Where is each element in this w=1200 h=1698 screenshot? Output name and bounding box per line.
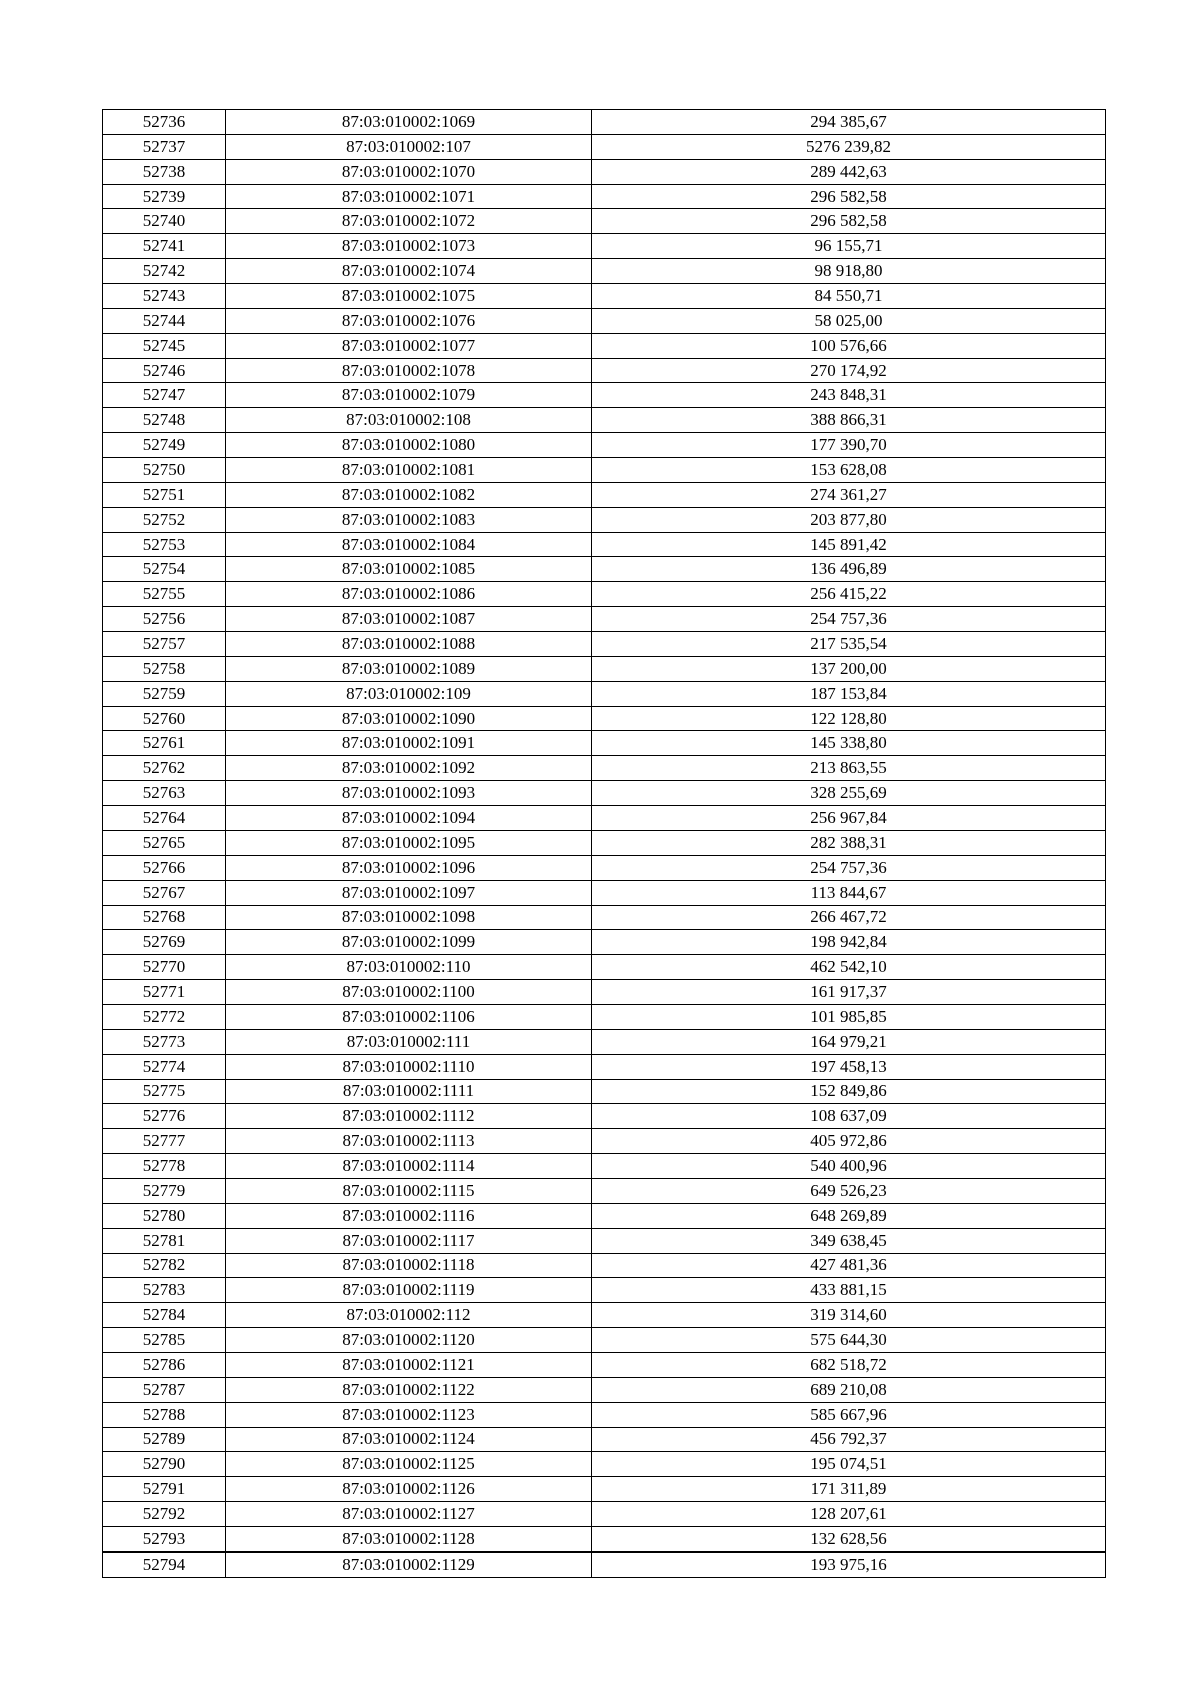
cadastral-number-cell: 87:03:010002:1084 (226, 532, 592, 557)
cadastral-number-cell: 87:03:010002:1096 (226, 855, 592, 880)
registry-table-body (103, 110, 1106, 1578)
cadastral-number-cell: 87:03:010002:1123 (226, 1402, 592, 1427)
row-number-cell: 52736 (103, 110, 226, 135)
value-cell: 96 155,71 (592, 234, 1106, 259)
row-number-cell: 52748 (103, 408, 226, 433)
table-row (103, 134, 1106, 159)
row-number-cell: 52794 (103, 1552, 226, 1577)
row-number-cell: 52750 (103, 458, 226, 483)
row-number-cell: 52740 (103, 209, 226, 234)
value-cell: 289 442,63 (592, 159, 1106, 184)
table-row (103, 930, 1106, 955)
value-cell: 405 972,86 (592, 1129, 1106, 1154)
table-row (103, 781, 1106, 806)
value-cell: 319 314,60 (592, 1303, 1106, 1328)
row-number-cell: 52783 (103, 1278, 226, 1303)
value-cell: 217 535,54 (592, 632, 1106, 657)
value-cell: 349 638,45 (592, 1228, 1106, 1253)
value-cell: 433 881,15 (592, 1278, 1106, 1303)
table-row (103, 507, 1106, 532)
row-number-cell: 52789 (103, 1427, 226, 1452)
table-row (103, 830, 1106, 855)
row-number-cell: 52791 (103, 1477, 226, 1502)
cadastral-number-cell: 87:03:010002:1087 (226, 607, 592, 632)
value-cell: 193 975,16 (592, 1552, 1106, 1577)
cadastral-number-cell: 87:03:010002:1077 (226, 333, 592, 358)
cadastral-number-cell: 87:03:010002:1092 (226, 756, 592, 781)
row-number-cell: 52787 (103, 1377, 226, 1402)
cadastral-number-cell: 87:03:010002:108 (226, 408, 592, 433)
value-cell: 128 207,61 (592, 1502, 1106, 1527)
table-row (103, 209, 1106, 234)
value-cell: 328 255,69 (592, 781, 1106, 806)
table-row (103, 358, 1106, 383)
value-cell: 164 979,21 (592, 1029, 1106, 1054)
value-cell: 203 877,80 (592, 507, 1106, 532)
cadastral-number-cell: 87:03:010002:107 (226, 134, 592, 159)
row-number-cell: 52742 (103, 259, 226, 284)
cadastral-number-cell: 87:03:010002:1113 (226, 1129, 592, 1154)
table-row (103, 1352, 1106, 1377)
value-cell: 213 863,55 (592, 756, 1106, 781)
cadastral-number-cell: 87:03:010002:1112 (226, 1104, 592, 1129)
cadastral-number-cell: 87:03:010002:111 (226, 1029, 592, 1054)
cadastral-number-cell: 87:03:010002:1090 (226, 706, 592, 731)
table-row (103, 1054, 1106, 1079)
table-row (103, 532, 1106, 557)
row-number-cell: 52739 (103, 184, 226, 209)
row-number-cell: 52778 (103, 1154, 226, 1179)
cadastral-number-cell: 87:03:010002:1075 (226, 284, 592, 309)
table-row (103, 408, 1106, 433)
row-number-cell: 52771 (103, 980, 226, 1005)
table-row (103, 482, 1106, 507)
row-number-cell: 52790 (103, 1452, 226, 1477)
value-cell: 122 128,80 (592, 706, 1106, 731)
cadastral-number-cell: 87:03:010002:1127 (226, 1502, 592, 1527)
row-number-cell: 52767 (103, 880, 226, 905)
value-cell: 171 311,89 (592, 1477, 1106, 1502)
cadastral-number-cell: 87:03:010002:1119 (226, 1278, 592, 1303)
cadastral-number-cell: 87:03:010002:1093 (226, 781, 592, 806)
row-number-cell: 52770 (103, 955, 226, 980)
row-number-cell: 52737 (103, 134, 226, 159)
cadastral-number-cell: 87:03:010002:1116 (226, 1203, 592, 1228)
table-row (103, 308, 1106, 333)
cadastral-number-cell: 87:03:010002:1091 (226, 731, 592, 756)
value-cell: 274 361,27 (592, 482, 1106, 507)
table-row (103, 1004, 1106, 1029)
cadastral-number-cell: 87:03:010002:110 (226, 955, 592, 980)
table-row (103, 1502, 1106, 1527)
value-cell: 427 481,36 (592, 1253, 1106, 1278)
table-row (103, 756, 1106, 781)
cadastral-number-cell: 87:03:010002:1085 (226, 557, 592, 582)
row-number-cell: 52776 (103, 1104, 226, 1129)
cadastral-number-cell: 87:03:010002:1099 (226, 930, 592, 955)
value-cell: 145 891,42 (592, 532, 1106, 557)
cadastral-number-cell: 87:03:010002:1076 (226, 308, 592, 333)
row-number-cell: 52755 (103, 582, 226, 607)
table-row (103, 383, 1106, 408)
value-cell: 689 210,08 (592, 1377, 1106, 1402)
table-row (103, 681, 1106, 706)
row-number-cell: 52774 (103, 1054, 226, 1079)
row-number-cell: 52779 (103, 1178, 226, 1203)
row-number-cell: 52782 (103, 1253, 226, 1278)
table-row (103, 1427, 1106, 1452)
table-row (103, 955, 1106, 980)
cadastral-number-cell: 87:03:010002:1080 (226, 433, 592, 458)
cadastral-number-cell: 87:03:010002:1111 (226, 1079, 592, 1104)
table-row (103, 905, 1106, 930)
table-row (103, 159, 1106, 184)
cadastral-number-cell: 87:03:010002:109 (226, 681, 592, 706)
cadastral-number-cell: 87:03:010002:1082 (226, 482, 592, 507)
row-number-cell: 52793 (103, 1526, 226, 1551)
row-number-cell: 52747 (103, 383, 226, 408)
row-number-cell: 52769 (103, 930, 226, 955)
row-number-cell: 52745 (103, 333, 226, 358)
cadastral-number-cell: 87:03:010002:1072 (226, 209, 592, 234)
value-cell: 152 849,86 (592, 1079, 1106, 1104)
value-cell: 282 388,31 (592, 830, 1106, 855)
table-row (103, 1104, 1106, 1129)
value-cell: 462 542,10 (592, 955, 1106, 980)
table-row (103, 1477, 1106, 1502)
row-number-cell: 52773 (103, 1029, 226, 1054)
table-row (103, 458, 1106, 483)
value-cell: 100 576,66 (592, 333, 1106, 358)
value-cell: 101 985,85 (592, 1004, 1106, 1029)
cadastral-number-cell: 87:03:010002:1124 (226, 1427, 592, 1452)
cadastral-number-cell: 87:03:010002:1129 (226, 1552, 592, 1577)
table-row (103, 706, 1106, 731)
value-cell: 266 467,72 (592, 905, 1106, 930)
value-cell: 296 582,58 (592, 209, 1106, 234)
cadastral-number-cell: 87:03:010002:1115 (226, 1178, 592, 1203)
table-row (103, 656, 1106, 681)
table-row (103, 259, 1106, 284)
value-cell: 256 967,84 (592, 806, 1106, 831)
row-number-cell: 52757 (103, 632, 226, 657)
row-number-cell: 52751 (103, 482, 226, 507)
value-cell: 132 628,56 (592, 1526, 1106, 1551)
table-row (103, 607, 1106, 632)
table-row (103, 1452, 1106, 1477)
table-row (103, 1377, 1106, 1402)
row-number-cell: 52775 (103, 1079, 226, 1104)
cadastral-number-cell: 87:03:010002:1083 (226, 507, 592, 532)
cadastral-number-cell: 87:03:010002:1094 (226, 806, 592, 831)
value-cell: 294 385,67 (592, 110, 1106, 135)
cadastral-number-cell: 87:03:010002:1121 (226, 1352, 592, 1377)
row-number-cell: 52785 (103, 1328, 226, 1353)
row-number-cell: 52746 (103, 358, 226, 383)
cadastral-number-cell: 87:03:010002:1071 (226, 184, 592, 209)
table-row (103, 1029, 1106, 1054)
row-number-cell: 52768 (103, 905, 226, 930)
table-row (103, 333, 1106, 358)
value-cell: 198 942,84 (592, 930, 1106, 955)
cadastral-number-cell: 87:03:010002:1069 (226, 110, 592, 135)
registry-table (102, 109, 1106, 1578)
value-cell: 136 496,89 (592, 557, 1106, 582)
value-cell: 145 338,80 (592, 731, 1106, 756)
cadastral-number-cell: 87:03:010002:1100 (226, 980, 592, 1005)
row-number-cell: 52788 (103, 1402, 226, 1427)
row-number-cell: 52786 (103, 1352, 226, 1377)
row-number-cell: 52752 (103, 507, 226, 532)
table-row (103, 557, 1106, 582)
cadastral-number-cell: 87:03:010002:1114 (226, 1154, 592, 1179)
cadastral-number-cell: 87:03:010002:1074 (226, 259, 592, 284)
cadastral-number-cell: 87:03:010002:1120 (226, 1328, 592, 1353)
value-cell: 187 153,84 (592, 681, 1106, 706)
value-cell: 161 917,37 (592, 980, 1106, 1005)
table-row (103, 731, 1106, 756)
row-number-cell: 52741 (103, 234, 226, 259)
cadastral-number-cell: 87:03:010002:1126 (226, 1477, 592, 1502)
table-row (103, 1278, 1106, 1303)
table-row (103, 1228, 1106, 1253)
table-row (103, 433, 1106, 458)
table-row (103, 880, 1106, 905)
row-number-cell: 52780 (103, 1203, 226, 1228)
value-cell: 58 025,00 (592, 308, 1106, 333)
value-cell: 98 918,80 (592, 259, 1106, 284)
cadastral-number-cell: 87:03:010002:1128 (226, 1526, 592, 1551)
table-row (103, 284, 1106, 309)
row-number-cell: 52744 (103, 308, 226, 333)
row-number-cell: 52753 (103, 532, 226, 557)
table-row (103, 110, 1106, 135)
value-cell: 456 792,37 (592, 1427, 1106, 1452)
table-row (103, 1129, 1106, 1154)
table-row (103, 1203, 1106, 1228)
cadastral-number-cell: 87:03:010002:1070 (226, 159, 592, 184)
value-cell: 243 848,31 (592, 383, 1106, 408)
table-row (103, 1402, 1106, 1427)
table-row (103, 582, 1106, 607)
cadastral-number-cell: 87:03:010002:1117 (226, 1228, 592, 1253)
table-row (103, 1154, 1106, 1179)
row-number-cell: 52765 (103, 830, 226, 855)
table-row (103, 234, 1106, 259)
value-cell: 296 582,58 (592, 184, 1106, 209)
cadastral-number-cell: 87:03:010002:1079 (226, 383, 592, 408)
row-number-cell: 52784 (103, 1303, 226, 1328)
row-number-cell: 52749 (103, 433, 226, 458)
value-cell: 540 400,96 (592, 1154, 1106, 1179)
value-cell: 682 518,72 (592, 1352, 1106, 1377)
cadastral-number-cell: 87:03:010002:1095 (226, 830, 592, 855)
table-row (103, 980, 1106, 1005)
value-cell: 108 637,09 (592, 1104, 1106, 1129)
cadastral-number-cell: 87:03:010002:1088 (226, 632, 592, 657)
table-row (103, 806, 1106, 831)
cadastral-number-cell: 87:03:010002:1122 (226, 1377, 592, 1402)
row-number-cell: 52761 (103, 731, 226, 756)
table-row (103, 1178, 1106, 1203)
value-cell: 153 628,08 (592, 458, 1106, 483)
row-number-cell: 52766 (103, 855, 226, 880)
value-cell: 256 415,22 (592, 582, 1106, 607)
cadastral-number-cell: 87:03:010002:1125 (226, 1452, 592, 1477)
row-number-cell: 52743 (103, 284, 226, 309)
row-number-cell: 52738 (103, 159, 226, 184)
row-number-cell: 52764 (103, 806, 226, 831)
table-row (103, 1079, 1106, 1104)
row-number-cell: 52758 (103, 656, 226, 681)
value-cell: 270 174,92 (592, 358, 1106, 383)
value-cell: 195 074,51 (592, 1452, 1106, 1477)
cadastral-number-cell: 87:03:010002:1106 (226, 1004, 592, 1029)
cadastral-number-cell: 87:03:010002:1118 (226, 1253, 592, 1278)
value-cell: 137 200,00 (592, 656, 1106, 681)
value-cell: 254 757,36 (592, 855, 1106, 880)
value-cell: 388 866,31 (592, 408, 1106, 433)
row-number-cell: 52781 (103, 1228, 226, 1253)
cadastral-number-cell: 87:03:010002:1078 (226, 358, 592, 383)
table-row (103, 632, 1106, 657)
row-number-cell: 52792 (103, 1502, 226, 1527)
value-cell: 113 844,67 (592, 880, 1106, 905)
cadastral-number-cell: 87:03:010002:1098 (226, 905, 592, 930)
table-row (103, 1253, 1106, 1278)
value-cell: 649 526,23 (592, 1178, 1106, 1203)
value-cell: 197 458,13 (592, 1054, 1106, 1079)
row-number-cell: 52759 (103, 681, 226, 706)
table-row (103, 1328, 1106, 1353)
table-row (103, 1303, 1106, 1328)
row-number-cell: 52756 (103, 607, 226, 632)
cadastral-number-cell: 87:03:010002:112 (226, 1303, 592, 1328)
value-cell: 84 550,71 (592, 284, 1106, 309)
row-number-cell: 52777 (103, 1129, 226, 1154)
cadastral-number-cell: 87:03:010002:1081 (226, 458, 592, 483)
table-row (103, 1526, 1106, 1551)
row-number-cell: 52762 (103, 756, 226, 781)
row-number-cell: 52763 (103, 781, 226, 806)
cadastral-number-cell: 87:03:010002:1073 (226, 234, 592, 259)
value-cell: 254 757,36 (592, 607, 1106, 632)
table-row (103, 1552, 1106, 1577)
cadastral-number-cell: 87:03:010002:1110 (226, 1054, 592, 1079)
table-row (103, 184, 1106, 209)
value-cell: 5276 239,82 (592, 134, 1106, 159)
row-number-cell: 52772 (103, 1004, 226, 1029)
cadastral-number-cell: 87:03:010002:1097 (226, 880, 592, 905)
value-cell: 585 667,96 (592, 1402, 1106, 1427)
cadastral-number-cell: 87:03:010002:1086 (226, 582, 592, 607)
table-row (103, 855, 1106, 880)
row-number-cell: 52760 (103, 706, 226, 731)
row-number-cell: 52754 (103, 557, 226, 582)
cadastral-number-cell: 87:03:010002:1089 (226, 656, 592, 681)
value-cell: 648 269,89 (592, 1203, 1106, 1228)
value-cell: 177 390,70 (592, 433, 1106, 458)
value-cell: 575 644,30 (592, 1328, 1106, 1353)
